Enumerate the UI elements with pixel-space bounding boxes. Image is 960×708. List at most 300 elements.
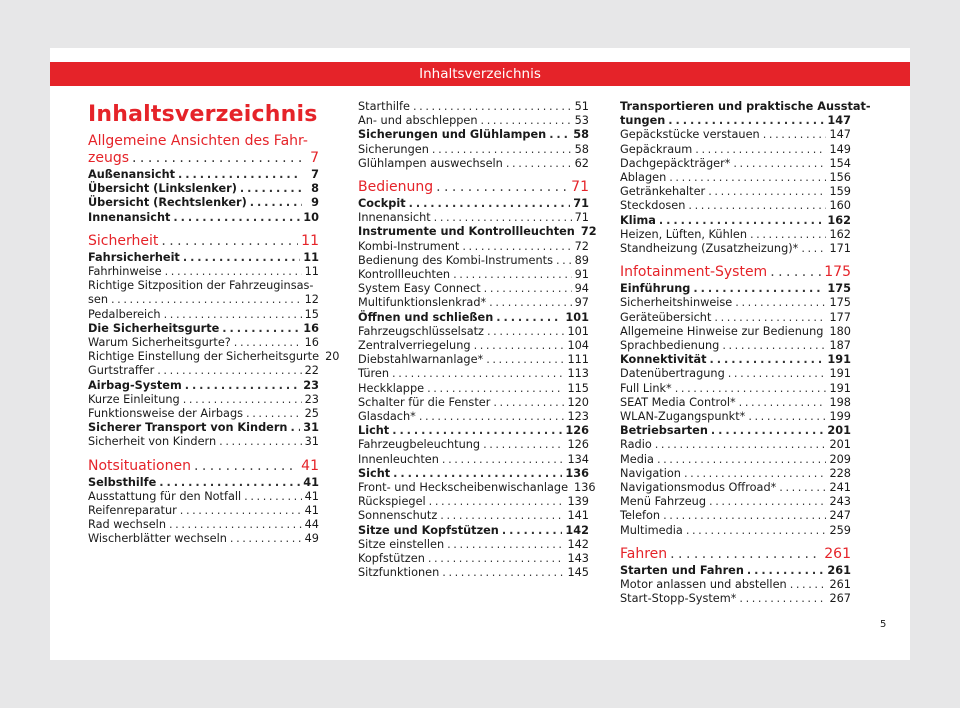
toc-entry[interactable] bbox=[620, 424, 851, 438]
dot-leader bbox=[161, 233, 298, 250]
toc-page-number: 228 bbox=[829, 466, 851, 480]
toc-entry[interactable] bbox=[358, 225, 597, 239]
toc-page-number: 41 bbox=[301, 457, 319, 474]
toc-entry[interactable] bbox=[620, 282, 851, 296]
toc-entry-title: Ausstattung für den Notfall bbox=[88, 489, 242, 503]
toc-entry[interactable] bbox=[358, 424, 589, 438]
toc-entry-title: Sonnenschutz bbox=[358, 509, 438, 523]
dot-leader bbox=[481, 114, 572, 128]
toc-entry-title: Diebstahlwarnanlage* bbox=[358, 353, 484, 367]
toc-entry-title: Telefon bbox=[620, 509, 661, 523]
toc-page-number: 11 bbox=[303, 250, 319, 264]
toc-page-number: 11 bbox=[304, 265, 319, 279]
toc-page-number: 71 bbox=[574, 211, 589, 225]
dot-leader bbox=[659, 214, 825, 228]
toc-entry-title: Sicherungen und Glühlampen bbox=[358, 128, 547, 142]
dot-leader bbox=[244, 490, 301, 504]
toc-entry[interactable] bbox=[358, 254, 589, 268]
dot-leader bbox=[496, 311, 562, 325]
toc-entry[interactable] bbox=[88, 490, 319, 504]
dot-leader bbox=[728, 367, 827, 381]
dot-leader bbox=[675, 382, 827, 396]
toc-entry-title: Sicht bbox=[358, 466, 391, 480]
dot-leader bbox=[429, 495, 565, 509]
toc-page-number: 180 bbox=[829, 324, 851, 338]
dot-leader bbox=[428, 552, 565, 566]
toc-entry[interactable] bbox=[620, 495, 851, 509]
toc-entry[interactable] bbox=[358, 325, 589, 339]
toc-page-number: 187 bbox=[829, 339, 851, 353]
toc-entry-title: Gepäckraum bbox=[620, 142, 693, 156]
toc-page-number: 49 bbox=[304, 532, 319, 546]
toc-page-number: 71 bbox=[573, 197, 589, 211]
toc-page-number: 31 bbox=[303, 421, 319, 435]
dot-leader bbox=[409, 197, 571, 211]
toc-entry-title: Gepäckstücke verstauen bbox=[620, 128, 760, 142]
toc-page-number: 15 bbox=[304, 307, 319, 321]
toc-entry[interactable] bbox=[620, 353, 851, 367]
toc-page-number: 123 bbox=[567, 410, 589, 424]
toc-entry[interactable] bbox=[620, 578, 851, 592]
dot-leader bbox=[246, 407, 302, 421]
toc-entry-title: System Easy Connect bbox=[358, 282, 481, 296]
toc-entry[interactable] bbox=[358, 143, 589, 157]
toc-page-number: 160 bbox=[829, 199, 851, 213]
toc-entry[interactable] bbox=[88, 393, 319, 407]
toc-page-number: 147 bbox=[827, 114, 851, 128]
dot-leader bbox=[487, 325, 564, 339]
dot-leader bbox=[219, 435, 301, 449]
toc-page-number: 261 bbox=[829, 578, 851, 592]
toc-entry-title: Reifenreparatur bbox=[88, 504, 177, 518]
dot-leader bbox=[733, 157, 826, 171]
toc-entry-title: Starthilfe bbox=[358, 100, 410, 113]
toc-entry-title: Ablagen bbox=[620, 171, 667, 185]
dot-leader bbox=[185, 379, 301, 393]
toc-entry-title: Fahren bbox=[620, 545, 668, 562]
toc-entry[interactable] bbox=[88, 476, 319, 490]
toc-entry-title: Sitzfunktionen bbox=[358, 566, 440, 580]
toc-entry[interactable] bbox=[620, 296, 851, 310]
toc-page-number: 53 bbox=[574, 114, 589, 128]
toc-entry[interactable] bbox=[88, 133, 319, 167]
toc-page-number: 72 bbox=[574, 239, 589, 253]
toc-page-number: 126 bbox=[567, 438, 589, 452]
toc-entry-title: Betriebsarten bbox=[620, 424, 708, 438]
toc-entry-title: Multimedia bbox=[620, 523, 683, 537]
toc-entry[interactable] bbox=[88, 233, 319, 250]
dot-leader bbox=[801, 242, 826, 256]
toc-entry[interactable] bbox=[358, 382, 589, 396]
toc-entry-title: Fahrsicherheit bbox=[88, 250, 180, 264]
toc-page-number: 11 bbox=[301, 232, 319, 249]
dot-leader bbox=[165, 265, 302, 279]
toc-page-number: 58 bbox=[573, 128, 589, 142]
dot-leader bbox=[442, 566, 564, 580]
toc-page-number: 115 bbox=[567, 381, 589, 395]
toc-entry[interactable] bbox=[620, 467, 851, 481]
toc-entry-title: Übersicht (Linkslenker) bbox=[88, 182, 237, 196]
dot-leader bbox=[159, 476, 300, 490]
toc-entry-title: WLAN-Zugangspunkt* bbox=[620, 410, 746, 424]
toc-entry[interactable] bbox=[358, 552, 589, 566]
toc-entry-title: Starten und Fahren bbox=[620, 563, 744, 577]
toc-entry-title-line: Allgemeine Ansichten des Fahr- bbox=[88, 133, 308, 149]
header-title: Inhaltsverzeichnis bbox=[419, 66, 541, 82]
toc-entry[interactable] bbox=[358, 453, 589, 467]
toc-entry-title: Kurze Einleitung bbox=[88, 392, 180, 406]
toc-page-number: 162 bbox=[829, 227, 851, 241]
toc-page-number: 10 bbox=[303, 210, 319, 224]
toc-entry[interactable] bbox=[358, 367, 589, 381]
toc-entry[interactable] bbox=[620, 264, 851, 281]
toc-entry[interactable] bbox=[88, 308, 319, 322]
toc-entry[interactable] bbox=[88, 532, 319, 546]
toc-column-1 bbox=[88, 100, 340, 547]
toc-page-number: 136 bbox=[565, 466, 589, 480]
toc-entry-title: Geräteübersicht bbox=[620, 310, 712, 324]
toc-column-3 bbox=[620, 100, 871, 607]
toc-page-number: 71 bbox=[571, 179, 589, 196]
toc-page-number: 8 bbox=[311, 182, 319, 196]
toc-entry-title: Navigation bbox=[620, 466, 681, 480]
toc-page-number: 126 bbox=[565, 424, 589, 438]
toc-page-number: 259 bbox=[829, 523, 851, 537]
toc-entry[interactable] bbox=[620, 396, 851, 410]
toc-entry-title: Motor anlassen und abstellen bbox=[620, 578, 787, 592]
toc-entry[interactable] bbox=[620, 367, 851, 381]
dot-leader bbox=[442, 453, 565, 467]
toc-entry[interactable] bbox=[620, 509, 851, 523]
toc-entry-title: Konnektivität bbox=[620, 353, 707, 367]
dot-leader bbox=[392, 367, 564, 381]
dot-leader bbox=[790, 578, 827, 592]
dot-leader bbox=[427, 382, 564, 396]
toc-entry-title: Glühlampen auswechseln bbox=[358, 156, 503, 170]
dot-leader bbox=[474, 339, 565, 353]
toc-page-number: 143 bbox=[567, 552, 589, 566]
toc-page-number: 159 bbox=[829, 185, 851, 199]
toc-entry[interactable] bbox=[88, 182, 319, 196]
toc-entry-title: Pedalbereich bbox=[88, 307, 161, 321]
toc-page-number: 141 bbox=[567, 509, 589, 523]
toc-page-number: 154 bbox=[829, 156, 851, 170]
toc-entry[interactable] bbox=[358, 128, 589, 142]
toc-entry[interactable] bbox=[620, 524, 851, 538]
toc-entry[interactable] bbox=[620, 410, 851, 424]
dot-leader bbox=[483, 438, 564, 452]
toc-page-number: 243 bbox=[829, 495, 851, 509]
toc-entry-title: Notsituationen bbox=[88, 457, 191, 474]
header-bar bbox=[50, 62, 910, 86]
dot-leader bbox=[695, 143, 826, 157]
dot-leader bbox=[722, 339, 826, 353]
toc-entry-title: Standheizung (Zusatzheizung)* bbox=[620, 242, 799, 256]
dot-leader bbox=[669, 171, 826, 185]
dot-leader bbox=[462, 240, 571, 254]
toc-entry-title: tungen bbox=[620, 114, 666, 128]
toc-entry-title: Bedienung des Kombi-Instruments bbox=[358, 253, 553, 267]
toc-page-number: 142 bbox=[567, 537, 589, 551]
toc-entry-title: Wischerblätter wechseln bbox=[88, 532, 227, 546]
toc-entry[interactable] bbox=[358, 240, 589, 254]
toc-entry[interactable] bbox=[88, 168, 319, 182]
toc-entry[interactable] bbox=[620, 242, 851, 256]
toc-entry[interactable] bbox=[88, 350, 340, 364]
toc-entry[interactable] bbox=[358, 157, 589, 171]
dot-leader bbox=[684, 467, 827, 481]
toc-entry-title: Radio bbox=[620, 438, 652, 452]
dot-leader bbox=[157, 364, 301, 378]
toc-page-number: 175 bbox=[829, 296, 851, 310]
toc-page-number: 156 bbox=[829, 171, 851, 185]
toc-page-number: 261 bbox=[827, 563, 851, 577]
toc-page-number: 16 bbox=[304, 336, 319, 350]
toc-entry-title: Getränkehalter bbox=[620, 185, 706, 199]
toc-entry-title-line: Richtige Sitzposition der Fahrzeuginsas- bbox=[88, 279, 314, 293]
dot-leader bbox=[111, 293, 302, 307]
toc-entry[interactable] bbox=[620, 481, 851, 495]
toc-page-number: 120 bbox=[567, 395, 589, 409]
toc-page-number: 89 bbox=[574, 253, 589, 267]
toc-entry[interactable] bbox=[620, 438, 851, 452]
dot-leader bbox=[234, 336, 302, 350]
dot-leader bbox=[486, 353, 564, 367]
toc-entry-title: Media bbox=[620, 452, 654, 466]
toc-entry-title: Sicherheit von Kindern bbox=[88, 435, 217, 449]
toc-entry[interactable] bbox=[358, 481, 596, 495]
toc-entry[interactable] bbox=[620, 325, 851, 339]
dot-leader bbox=[447, 538, 564, 552]
toc-entry-title: zeugs bbox=[88, 150, 130, 166]
toc-entry[interactable] bbox=[620, 382, 851, 396]
toc-entry[interactable] bbox=[620, 311, 851, 325]
toc-entry[interactable] bbox=[620, 100, 871, 128]
dot-leader bbox=[763, 128, 827, 142]
dot-leader bbox=[493, 396, 564, 410]
toc-page-number: 139 bbox=[567, 495, 589, 509]
toc-entry-title: Richtige Einstellung der Sicherheitsgurte bbox=[88, 350, 320, 364]
toc-entry-title: Zentralverriegelung bbox=[358, 339, 471, 353]
toc-entry[interactable] bbox=[358, 282, 589, 296]
toc-entry[interactable] bbox=[88, 322, 319, 336]
toc-entry-title: SEAT Media Control* bbox=[620, 395, 736, 409]
toc-entry-title: Klima bbox=[620, 213, 656, 227]
toc-entry-title: Innenleuchten bbox=[358, 452, 439, 466]
toc-entry[interactable] bbox=[620, 339, 851, 353]
toc-entry-title: Cockpit bbox=[358, 197, 406, 211]
toc-entry[interactable] bbox=[358, 353, 589, 367]
toc-entry-title: Sprachbedienung bbox=[620, 339, 720, 353]
toc-entry-title: Die Sicherheitsgurte bbox=[88, 321, 220, 335]
toc-entry[interactable] bbox=[620, 546, 851, 563]
toc-entry[interactable] bbox=[88, 279, 319, 307]
toc-page-number: 97 bbox=[574, 296, 589, 310]
toc-entry[interactable] bbox=[358, 197, 589, 211]
toc-entry[interactable] bbox=[358, 211, 589, 225]
toc-entry[interactable] bbox=[88, 265, 319, 279]
dot-leader bbox=[240, 182, 302, 196]
toc-entry[interactable] bbox=[358, 495, 589, 509]
toc-entry[interactable] bbox=[620, 199, 851, 213]
toc-page-number: 44 bbox=[304, 518, 319, 532]
toc-entry[interactable] bbox=[358, 296, 589, 310]
toc-entry-title: Multifunktionslenkrad* bbox=[358, 296, 487, 310]
toc-entry[interactable] bbox=[620, 214, 851, 228]
page-number: 5 bbox=[880, 619, 887, 630]
toc-entry[interactable] bbox=[358, 311, 589, 325]
toc-entry[interactable] bbox=[620, 185, 851, 199]
dot-leader bbox=[413, 100, 572, 114]
toc-page-number: 247 bbox=[829, 509, 851, 523]
toc-entry[interactable] bbox=[358, 410, 589, 424]
toc-entry-title: Allgemeine Hinweise zur Bedienung bbox=[620, 324, 824, 338]
toc-page-number: 25 bbox=[304, 407, 319, 421]
toc-entry[interactable] bbox=[88, 435, 319, 449]
toc-entry[interactable] bbox=[88, 196, 319, 210]
toc-page-number: 162 bbox=[827, 213, 851, 227]
toc-page-number: 9 bbox=[311, 196, 319, 210]
dot-leader bbox=[132, 150, 302, 167]
toc-page-number: 7 bbox=[310, 150, 319, 166]
toc-entry[interactable] bbox=[88, 518, 319, 532]
toc-entry-title: Menü Fahrzeug bbox=[620, 495, 707, 509]
dot-leader bbox=[710, 353, 825, 367]
dot-leader bbox=[709, 495, 826, 509]
toc-page-number: 23 bbox=[303, 378, 319, 392]
dot-leader bbox=[173, 211, 300, 225]
toc-entry-title: Infotainment-System bbox=[620, 264, 768, 281]
toc-entry-title: Sicherungen bbox=[358, 142, 429, 156]
toc-entry-title: Fahrzeugbeleuchtung bbox=[358, 438, 481, 452]
toc-page-number: 7 bbox=[311, 168, 319, 181]
toc-entry-title: Kopfstützen bbox=[358, 552, 425, 566]
toc-entry-title: Innenansicht bbox=[88, 210, 171, 224]
toc-page-number: 201 bbox=[829, 438, 851, 452]
toc-page-number: 198 bbox=[829, 395, 851, 409]
dot-leader bbox=[183, 393, 302, 407]
toc-entry[interactable] bbox=[358, 396, 589, 410]
toc-entry-title: Dachgepäckträger* bbox=[620, 156, 731, 170]
toc-entry[interactable] bbox=[620, 592, 851, 606]
toc-entry[interactable] bbox=[88, 504, 319, 518]
toc-page-number: 94 bbox=[574, 282, 589, 296]
dot-leader bbox=[708, 185, 826, 199]
toc-page-number: 12 bbox=[304, 293, 319, 307]
toc-page-number: 16 bbox=[303, 321, 319, 335]
toc-page-number: 41 bbox=[304, 489, 319, 503]
toc-entry[interactable] bbox=[358, 114, 589, 128]
dot-leader bbox=[748, 410, 826, 424]
dot-leader bbox=[670, 546, 821, 563]
dot-leader bbox=[502, 524, 563, 538]
toc-page-number: 201 bbox=[827, 424, 851, 438]
dot-leader bbox=[688, 199, 826, 213]
dot-leader bbox=[711, 424, 825, 438]
toc-page-number: 22 bbox=[304, 364, 319, 378]
toc-page-number: 31 bbox=[304, 435, 319, 449]
dot-leader bbox=[169, 518, 302, 532]
toc-entry[interactable] bbox=[358, 268, 589, 282]
toc-page-number: 41 bbox=[304, 504, 319, 518]
toc-entry-title-line: Transportieren und praktische Ausstat- bbox=[620, 100, 871, 113]
dot-leader bbox=[194, 458, 298, 475]
toc-entry[interactable] bbox=[620, 564, 851, 578]
toc-entry[interactable] bbox=[620, 128, 851, 142]
toc-page-number: 175 bbox=[824, 264, 851, 281]
dot-leader bbox=[419, 410, 565, 424]
toc-entry[interactable] bbox=[358, 339, 589, 353]
toc-entry[interactable] bbox=[88, 379, 319, 393]
toc-page-number: 191 bbox=[829, 367, 851, 381]
toc-entry[interactable] bbox=[88, 458, 319, 475]
dot-leader bbox=[250, 196, 302, 210]
dot-leader bbox=[453, 268, 572, 282]
dot-leader bbox=[747, 564, 825, 578]
toc-entry-title: Rückspiegel bbox=[358, 495, 426, 509]
toc-entry[interactable] bbox=[358, 524, 589, 538]
toc-entry[interactable] bbox=[358, 179, 589, 196]
toc-entry[interactable] bbox=[620, 143, 851, 157]
toc-entry-title: Kontrollleuchten bbox=[358, 268, 451, 282]
toc-entry-title: Gurtstraffer bbox=[88, 364, 155, 378]
toc-entry-title: Öffnen und schließen bbox=[358, 310, 494, 324]
toc-entry[interactable] bbox=[358, 538, 589, 552]
toc-entry[interactable] bbox=[358, 566, 589, 580]
toc-entry[interactable] bbox=[88, 211, 319, 225]
toc-page-number: 261 bbox=[824, 545, 851, 562]
toc-entry[interactable] bbox=[620, 228, 851, 242]
toc-page-number: 58 bbox=[574, 142, 589, 156]
toc-entry[interactable] bbox=[88, 407, 319, 421]
toc-page-number: 142 bbox=[565, 523, 589, 537]
toc-page-number: 149 bbox=[829, 142, 851, 156]
toc-page-number: 62 bbox=[574, 156, 589, 170]
toc-entry-title: Schalter für die Fenster bbox=[358, 395, 491, 409]
dot-leader bbox=[183, 251, 300, 265]
toc-entry[interactable] bbox=[358, 467, 589, 481]
toc-entry[interactable] bbox=[358, 438, 589, 452]
toc-entry[interactable] bbox=[88, 251, 319, 265]
toc-entry-title: Rad wechseln bbox=[88, 518, 166, 532]
toc-entry-title: Front- und Heckscheibenwischanlage bbox=[358, 481, 569, 495]
toc-entry-title: Steckdosen bbox=[620, 199, 686, 213]
toc-entry-title: Warum Sicherheitsgurte? bbox=[88, 336, 231, 350]
dot-leader bbox=[693, 282, 824, 296]
dot-leader bbox=[222, 322, 300, 336]
toc-entry-title: Navigationsmodus Offroad* bbox=[620, 481, 777, 495]
toc-entry[interactable] bbox=[358, 100, 589, 114]
toc-entry[interactable] bbox=[88, 336, 319, 350]
toc-page-number: 101 bbox=[567, 324, 589, 338]
toc-entry[interactable] bbox=[88, 421, 319, 435]
toc-entry[interactable] bbox=[88, 364, 319, 378]
dot-leader bbox=[655, 438, 827, 452]
toc-entry[interactable] bbox=[620, 453, 851, 467]
dot-leader bbox=[440, 509, 564, 523]
toc-entry-title: Türen bbox=[358, 367, 390, 381]
toc-page-number: 91 bbox=[574, 268, 589, 282]
toc-page-number: 136 bbox=[574, 481, 596, 495]
toc-page-number: 147 bbox=[829, 128, 851, 142]
toc-entry[interactable] bbox=[620, 157, 851, 171]
toc-entry[interactable] bbox=[358, 509, 589, 523]
dot-leader bbox=[489, 296, 571, 310]
toc-entry[interactable] bbox=[620, 171, 851, 185]
toc-page-number: 104 bbox=[567, 339, 589, 353]
dot-leader bbox=[506, 157, 572, 171]
toc-entry-title: Fahrzeugschlüsselsatz bbox=[358, 324, 484, 338]
